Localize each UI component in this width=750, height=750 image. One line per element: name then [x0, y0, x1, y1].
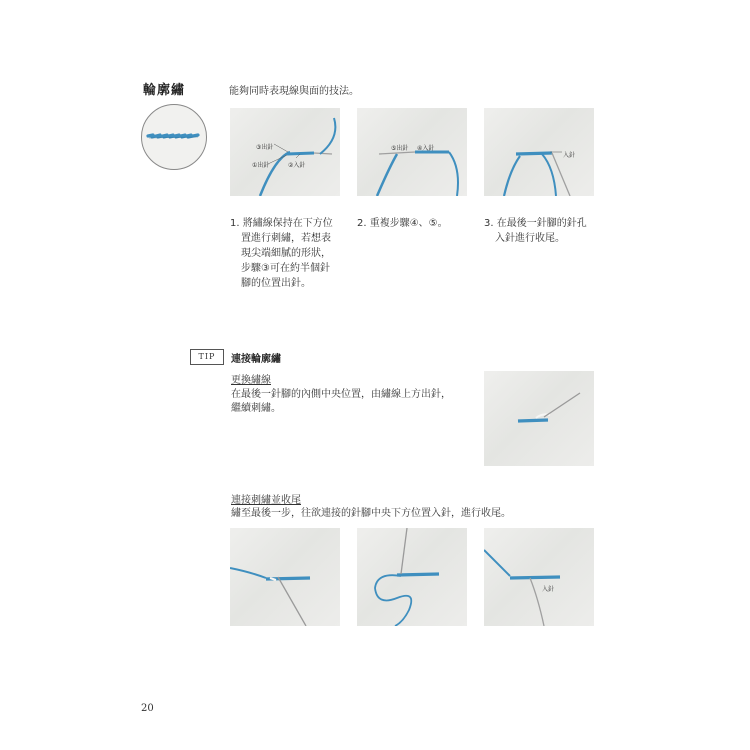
tip-photo-1 [230, 528, 340, 626]
tip-title: 連接輪廓繡 [231, 354, 281, 365]
label-out5: ⑤出針 [391, 145, 409, 152]
step3-line: 入針進行收尾。 [495, 233, 565, 244]
label-in: 入針 [563, 152, 576, 159]
step2-photo [357, 108, 467, 196]
tip-tag: TIP [190, 349, 224, 365]
label-out1: ①出針 [252, 162, 270, 169]
step1-text [230, 216, 345, 291]
label-out3: ③出針 [256, 144, 274, 151]
tip-photo-2 [357, 528, 467, 626]
tip-part2-body: 繡至最後一步，往欲連接的針腳中央下方位置入針，進行收尾。 [231, 508, 511, 519]
label-in4: ④入針 [417, 145, 435, 152]
label-in2: ②入針 [288, 162, 306, 169]
tip-change-thread-photo [484, 371, 594, 466]
step3-text [484, 216, 599, 246]
step3-photo [484, 108, 594, 196]
step2-text [357, 216, 472, 231]
stitch-sample-circle [141, 104, 207, 170]
step2-line: 2. 重複步驟④、⑤。 [357, 218, 448, 229]
step1-line: 置進行刺繡，若想表 [241, 233, 331, 244]
label-in: 入針 [542, 586, 555, 593]
tip-part1-body [231, 388, 476, 416]
section-title: 輪廓繡 [143, 83, 186, 98]
tip-part1-line: 繼續刺繡。 [231, 403, 281, 414]
tip-photo-3 [484, 528, 594, 626]
section-intro: 能夠同時表現線與面的技法。 [229, 86, 359, 97]
step1-line: 1. 將繡線保持在下方位 [230, 218, 333, 229]
tip-part1-line: 在最後一針腳的內側中央位置，由繡線上方出針， [231, 389, 451, 400]
step1-line: 腳的位置出針。 [241, 278, 311, 289]
step1-photo [230, 108, 340, 196]
page-number: 20 [141, 703, 154, 714]
tip-part1-subtitle: 更換繡線 [231, 375, 271, 386]
tip-part2-subtitle: 連接刺繡並收尾 [231, 495, 301, 506]
step1-line: 現尖端細膩的形狀， [241, 248, 331, 259]
step1-line: 步驟③可在約半個針 [241, 263, 330, 274]
step3-line: 3. 在最後一針腳的針孔 [484, 218, 587, 229]
outline-stitch-sample-illustration [142, 105, 206, 169]
